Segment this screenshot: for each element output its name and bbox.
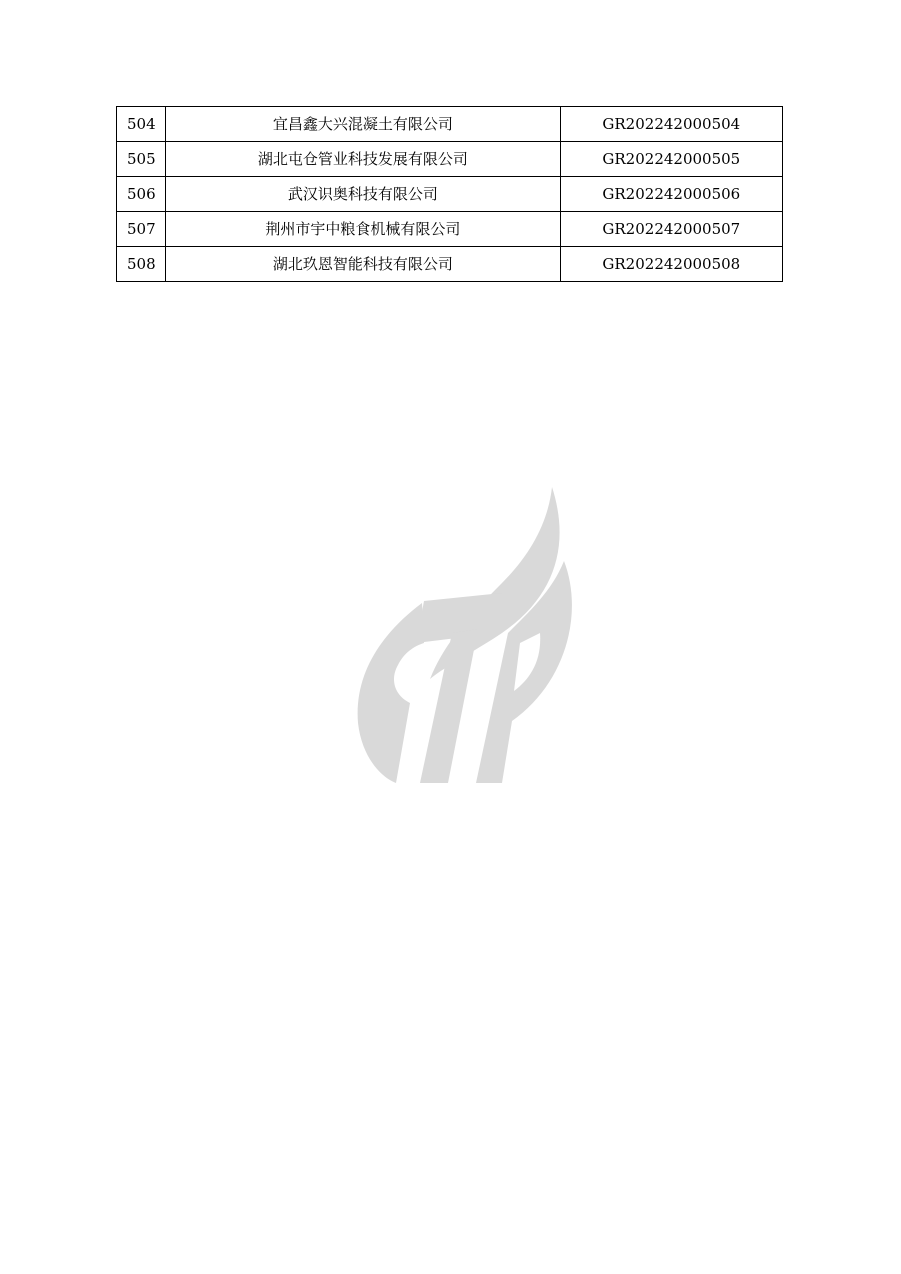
table-row bbox=[117, 142, 783, 177]
company-records-table bbox=[116, 106, 783, 282]
company-name-cell: 武汉识奥科技有限公司 bbox=[166, 177, 561, 212]
company-name-cell: 湖北玖恩智能科技有限公司 bbox=[166, 247, 561, 282]
watermark-shapes bbox=[358, 487, 572, 783]
certificate-code-cell: GR202242000505 bbox=[560, 142, 782, 177]
row-number-cell: 505 bbox=[117, 142, 166, 177]
certificate-code-cell: GR202242000507 bbox=[560, 212, 782, 247]
ctp-flame-logo-icon bbox=[352, 483, 582, 788]
company-name-cell: 宜昌鑫大兴混凝土有限公司 bbox=[166, 107, 561, 142]
row-number-cell: 504 bbox=[117, 107, 166, 142]
company-name-cell: 湖北屯仓管业科技发展有限公司 bbox=[166, 142, 561, 177]
table-row bbox=[117, 177, 783, 212]
certificate-code-cell: GR202242000508 bbox=[560, 247, 782, 282]
table-row bbox=[117, 107, 783, 142]
row-number-cell: 506 bbox=[117, 177, 166, 212]
table-row bbox=[117, 212, 783, 247]
row-number-cell: 507 bbox=[117, 212, 166, 247]
table-row bbox=[117, 247, 783, 282]
t-stem-shape bbox=[420, 629, 478, 783]
company-name-cell: 荆州市宇中粮食机械有限公司 bbox=[166, 212, 561, 247]
c-letter-shape bbox=[358, 603, 424, 783]
row-number-cell: 508 bbox=[117, 247, 166, 282]
certificate-code-cell: GR202242000506 bbox=[560, 177, 782, 212]
certificate-code-cell: GR202242000504 bbox=[560, 107, 782, 142]
